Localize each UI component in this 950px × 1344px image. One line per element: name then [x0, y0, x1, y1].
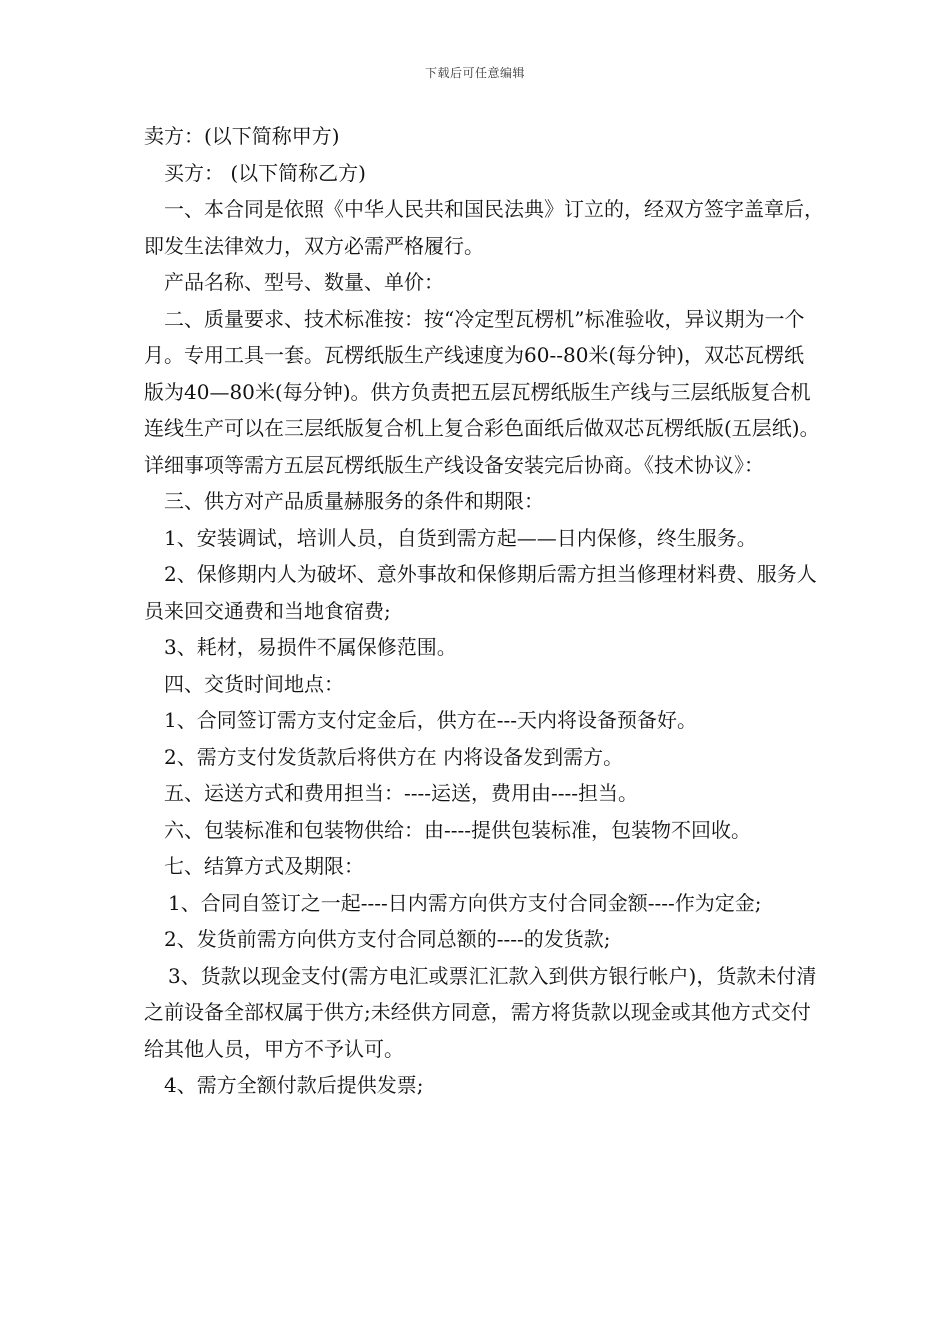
- clause-3-item-3: 3、耗材，易损件不属保修范围。: [164, 635, 457, 659]
- clause-4-delivery: 四、交货时间地点：: [164, 671, 344, 696]
- clause-4-item-2: 2、需方支付发货款后将供方在 内将设备发到需方。: [164, 744, 624, 769]
- contract-body: [144, 118, 824, 1104]
- clause-3-service: 三、供方对产品质量赫服务的条件和期限：: [164, 489, 544, 513]
- product-info-line: 产品名称、型号、数量、单价：: [164, 270, 444, 294]
- clause-7-item-3: 3、货款以现金支付(需方电汇或票汇汇款入到供方银行帐户)，货款未付清之前设备全部权属于供方;未经供方同意，需方将货款以现金或其他方式交付给其他人员，甲方不予认可。: [144, 963, 817, 1061]
- clause-7-item-1: 1、合同自签订之一起----日内需方向供方支付合同金额----作为定金;: [168, 890, 762, 915]
- clause-3-item-2: 2、保修期内人为破坏、意外事故和保修期后需方担当修理材料费、服务人员来回交通费和当地食宿费;: [144, 562, 817, 623]
- clause-2-quality: 二、质量要求、技术标准按：按“冷定型瓦楞机”标准验收，异议期为一个月。专用工具一套。瓦楞纸版生产线速度为60--80米(每分钟)，双芯瓦楞纸版为40—80米(每分钟)。供方负责把五层瓦楞纸版生产线与三层纸版复合机连线生产可以在三层纸版复合机上复合彩色面纸后做双芯瓦楞纸版(五层纸)。详细事项等需方五层瓦楞纸版生产线设备安装完后协商。《技术协议》：: [144, 306, 820, 477]
- clause-7-item-4: 4、需方全额付款后提供发票;: [164, 1073, 424, 1097]
- clause-6-packaging: 六、包装标准和包装物供给：由----提供包装标准，包装物不回收。: [164, 817, 752, 842]
- clause-4-item-1: 1、合同签订需方支付定金后，供方在---天内将设备预备好。: [164, 708, 697, 732]
- seller-line: 卖方：(以下简称甲方): [144, 124, 340, 148]
- clause-3-item-1: 1、安装调试，培训人员，自货到需方起——日内保修，终生服务。: [164, 525, 757, 550]
- clause-7-item-2: 2、发货前需方向供方支付合同总额的----的发货款;: [164, 927, 611, 951]
- clause-5-transport: 五、运送方式和费用担当：----运送，费用由----担当。: [164, 781, 639, 805]
- clause-1: 一、本合同是依照《中华人民共和国民法典》订立的，经双方签字盖章后，即发生法律效力，双方必需严格履行。: [144, 197, 824, 258]
- page-header: 下载后可任意编辑: [424, 66, 525, 80]
- clause-7-settlement: 七、结算方式及期限：: [164, 854, 364, 878]
- buyer-line: 买方： (以下简称乙方): [164, 160, 366, 185]
